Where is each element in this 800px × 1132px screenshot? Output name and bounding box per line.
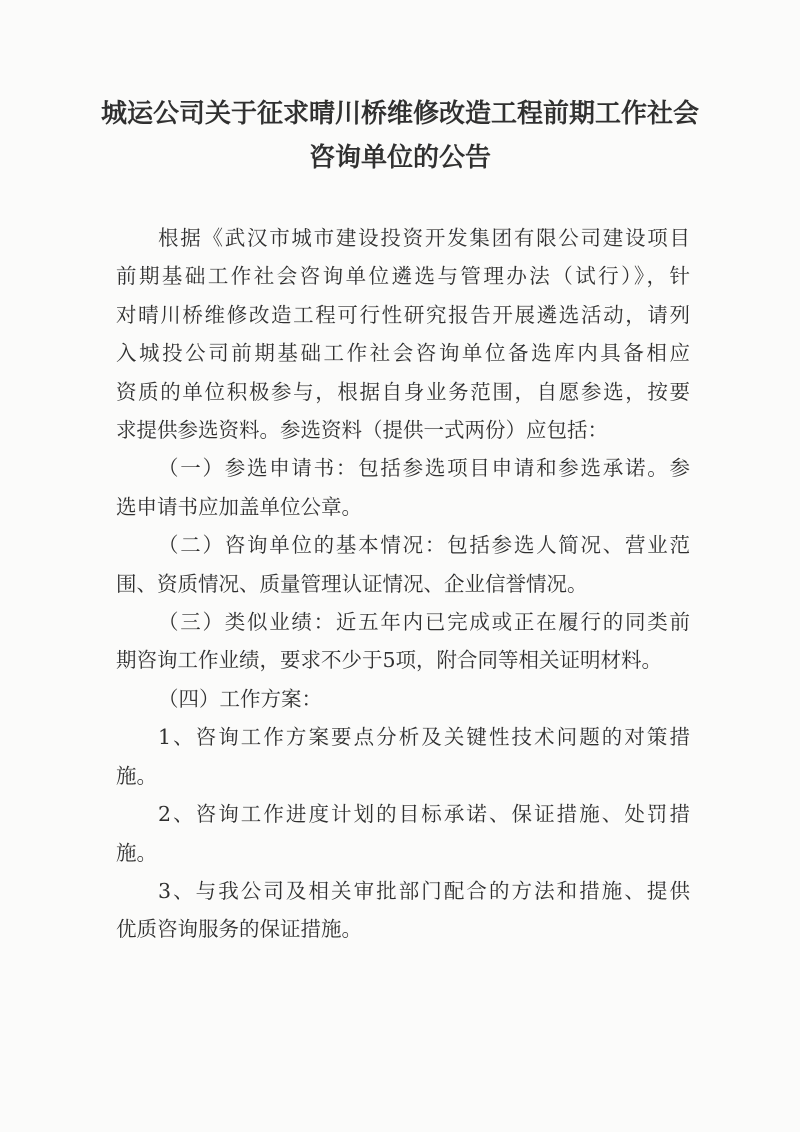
paragraph-intro (116, 219, 690, 449)
text-line: （一）参选申请书：包括参选项目申请和参选承诺。参 (158, 456, 690, 481)
paragraph-application (116, 449, 690, 526)
paragraph-performance (116, 603, 690, 680)
text-line: 期咨询工作业绩，要求不少于5项，附合同等相关证明材料。 (116, 648, 663, 673)
text-line: 入城投公司前期基础工作社会咨询单位备选库内具备相应 (116, 341, 690, 366)
text-line: （三）类似业绩：近五年内已完成或正在履行的同类前 (158, 610, 690, 635)
text-line: （二）咨询单位的基本情况：包括参选人简况、营业范 (158, 533, 690, 558)
text-line: 2、咨询工作进度计划的目标承诺、保证措施、处罚措 (158, 802, 690, 827)
paragraph-basic-info (116, 526, 690, 603)
text-line: 施。 (116, 763, 157, 788)
document-title (90, 92, 710, 180)
title-line-1: 城运公司关于征求晴川桥维修改造工程前期工作社会 (100, 99, 699, 129)
text-line: （四）工作方案： (158, 686, 322, 711)
text-line: 对晴川桥维修改造工程可行性研究报告开展遴选活动，请列 (116, 302, 690, 327)
paragraph-item-3 (116, 872, 690, 949)
text-line: 前期基础工作社会咨询单位遴选与管理办法（试行）》，针 (116, 264, 690, 289)
text-line: 资质的单位积极参与，根据自身业务范围，自愿参选，按要 (116, 379, 690, 404)
text-line: 优质咨询服务的保证措施。 (116, 917, 362, 942)
title-line-2: 咨询单位的公告 (308, 143, 491, 173)
text-line: 求提供参选资料。参选资料（提供一式两份）应包括： (116, 418, 608, 443)
text-line: 施。 (116, 840, 157, 865)
paragraph-item-2 (116, 795, 690, 872)
text-line: 选申请书应加盖单位公章。 (116, 494, 362, 519)
text-line: 围、资质情况、质量管理认证情况、企业信誉情况。 (116, 571, 588, 596)
document-body (116, 219, 690, 949)
paragraph-item-1 (116, 718, 690, 795)
paragraph-work-plan (116, 680, 690, 718)
text-line: 根据《武汉市城市建设投资开发集团有限公司建设项目 (158, 226, 690, 250)
text-line: 1、咨询工作方案要点分析及关键性技术问题的对策措 (158, 725, 690, 750)
text-line: 3、与我公司及相关审批部门配合的方法和措施、提供 (158, 878, 690, 903)
